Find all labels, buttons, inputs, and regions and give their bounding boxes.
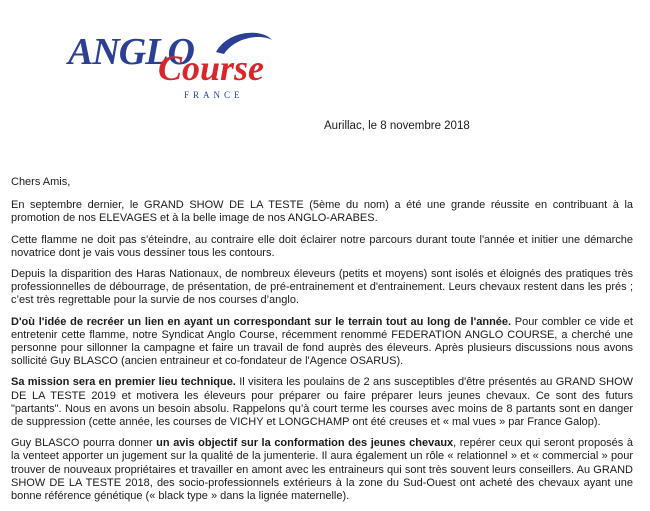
text-run: Depuis la disparition des Haras Nationaux, de nombreux éleveurs (petits et moyens) sont isolés et éloignés des pratiques très professionnelles de débourrage, de présentation, de pré-entrainement et d'entrainement. Leurs chevaux restent dans les prés ; c’est très regrettable pour la survie de nos courses d’anglo.	[11, 268, 633, 307]
text-run: En septembre dernier, le GRAND SHOW DE LA TESTE (5ème du nom) a été une grande réussite en contribuant à la promotion de nos ELEVAGES et à la belle image de nos ANGLO-ARABES.	[11, 199, 633, 225]
letter-paragraph	[11, 376, 633, 429]
text-run: Guy BLASCO pourra donner	[11, 437, 157, 450]
logo-word-course: Course	[158, 48, 265, 88]
bold-text-run: D'où l'idée de recréer un lien en ayant un correspondant sur le terrain tout au long de l'année.	[11, 315, 512, 328]
letter-paragraph	[11, 234, 633, 260]
letter-greeting: Chers Amis,	[11, 176, 71, 188]
text-run: Il visitera les poulains de 2 ans susceptibles d'être présentés au GRAND SHOW DE LA TESTE 2019 et motivera les éleveurs pour préparer ou faire préparer leurs jeunes chevaux. Ce sont des futurs "partants". Nous en avons un besoin absolu. Rappelons qu’à court terme les courses avec moins de 8 partants sont en danger de suppression (cette année, les courses de VICHY et LONGCHAMP ont été creuses et « mal vues » par France Galop).	[11, 376, 634, 429]
bold-text-run: Sa mission sera en premier lieu technique.	[11, 376, 236, 389]
letter-date: Aurillac, le 8 novembre 2018	[324, 120, 470, 132]
logo-word-france: FRANCE	[184, 90, 244, 100]
letter-paragraph	[11, 316, 633, 369]
text-run: Cette flamme ne doit pas s'éteindre, au contraire elle doit éclairer notre parcours durant toute l'année et initier une démarche novatrice dont je vais vous dessiner tous les contours.	[11, 233, 633, 259]
text-run: Pour combler ce vide et entretenir cette flamme, notre Syndicat Anglo Course, récemment renommé FEDERATION ANGLO COURSE, a cherché une personne pour sillonner la campagne et faire un travail de fond auprès des éleveurs. Après plusieurs discussions nous avons sollicité Guy BLASCO (ancien entraineur et co-fondateur de l'Agence OSARUS).	[11, 315, 633, 368]
letter-body	[11, 176, 633, 511]
logo-word-anglo: ANGLO	[68, 31, 194, 73]
letter-paragraph	[11, 268, 633, 308]
letter-paragraph	[11, 437, 633, 503]
letter-paragraph	[11, 199, 633, 225]
anglo-course-france-logo	[66, 24, 286, 104]
bold-text-run: un avis objectif sur la conformation des jeunes chevaux	[156, 437, 454, 450]
text-run: , repérer ceux qui seront proposés à la venteet apporter un jugement sur la qualité de la jumenterie. Il aura également un rôle « relationnel » et « commercial » pour trouver de nouveaux propriétaires et travailler en amont avec les entraineurs qui sont très souvent leurs conseillers. Au GRAND SHOW DE LA TESTE 2018, des socio-professionnels extérieurs à la zone du Sud-Ouest ont acheté des chevaux ayant une bonne référence génétique (« black type » dans la lignée maternelle).	[11, 437, 633, 503]
letter-paragraphs	[11, 199, 633, 503]
